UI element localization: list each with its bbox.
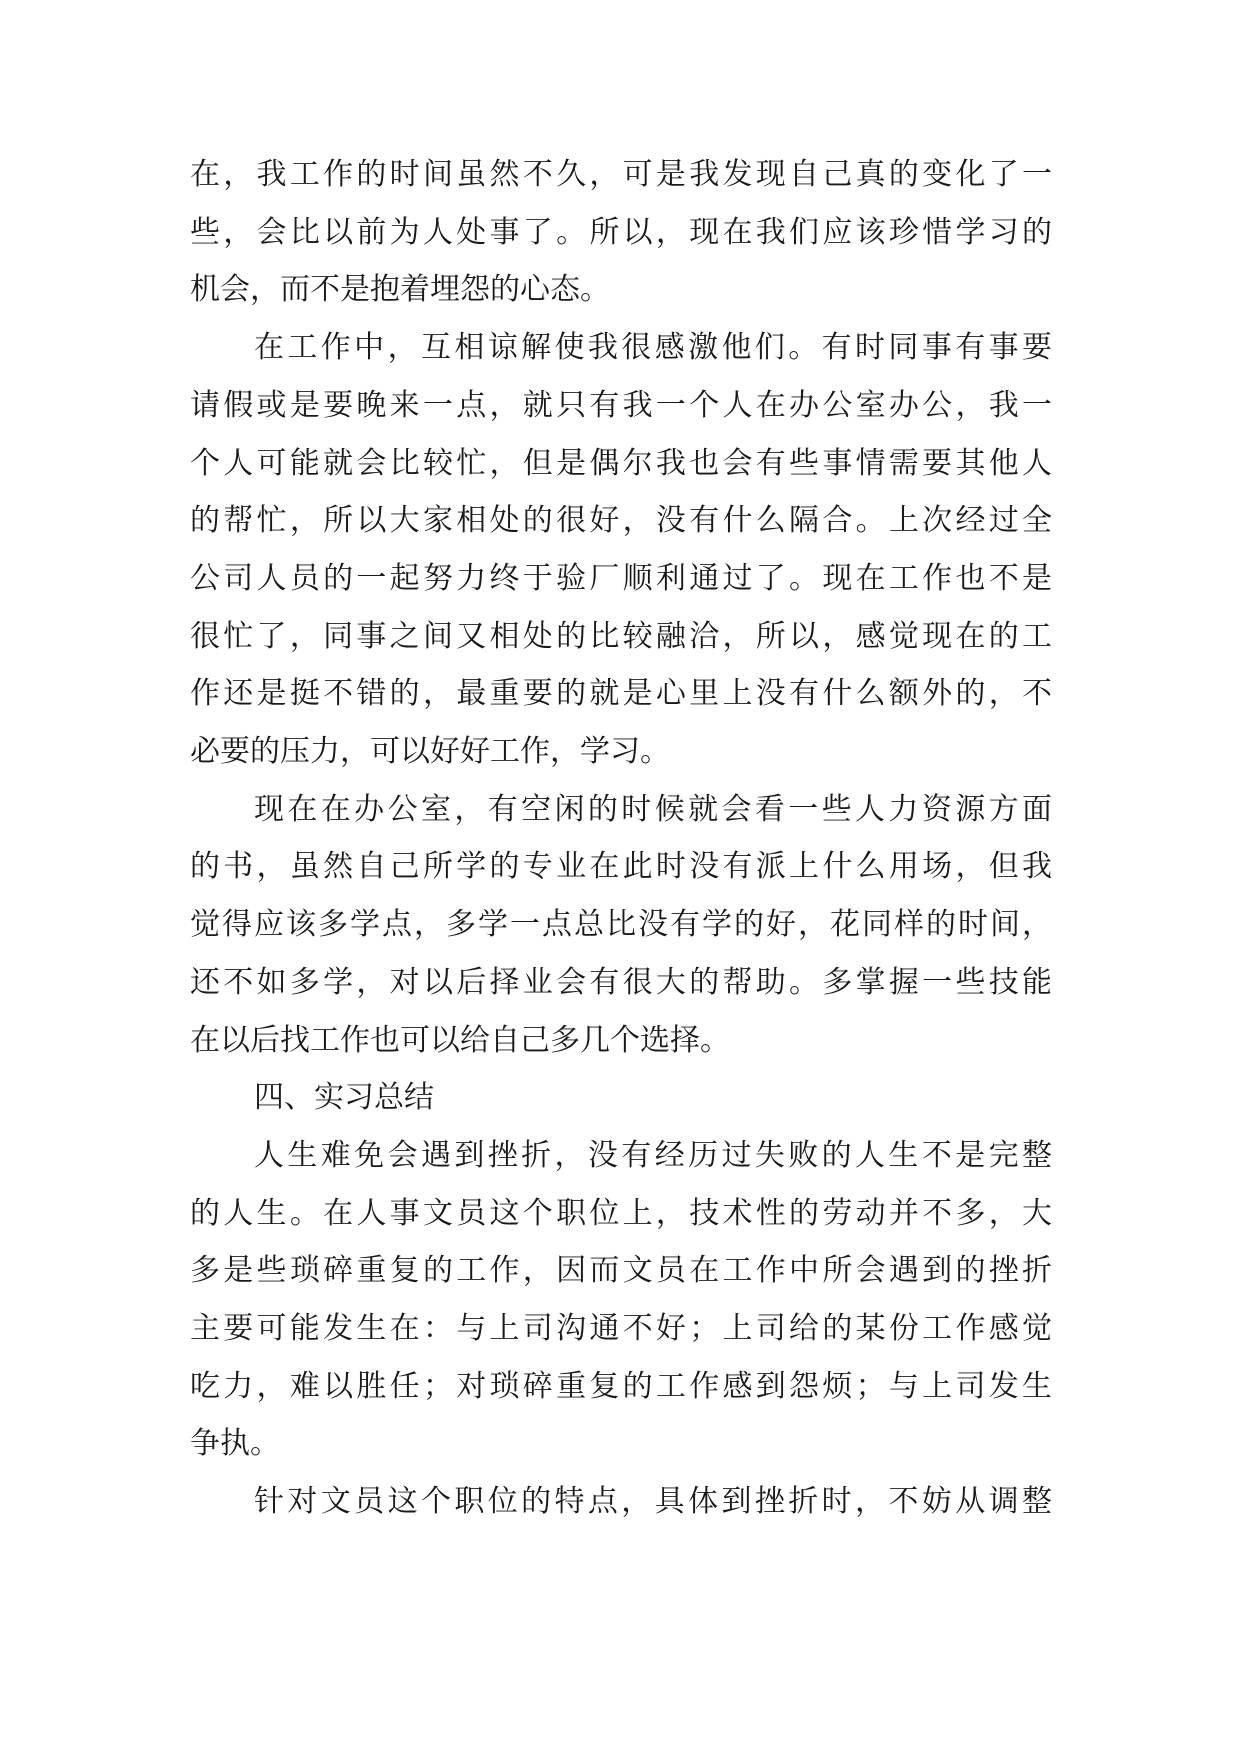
text-line: 公司人员的一起努力终于验厂顺利通过了。现在工作也不是 [190,561,1052,596]
text-line: 在，我工作的时间虽然不久，可是我发现自己真的变化了一 [190,157,1052,192]
text-line: 针对文员这个职位的特点，具体到挫折时，不妨从调整 [254,1484,1052,1519]
text-line: 很忙了，同事之间又相处的比较融洽，所以，感觉现在的工 [190,619,1052,654]
text-line: 个人可能就会比较忙，但是偶尔我也会有些事情需要其他人 [190,446,1052,481]
text-line: 觉得应该多学点，多学一点总比没有学的好，花同样的时间， [190,907,1052,942]
text-line: 多是些琐碎重复的工作，因而文员在工作中所会遇到的挫折 [190,1253,1052,1288]
text-line: 现在在办公室，有空闲的时候就会看一些人力资源方面 [254,792,1052,827]
text-line: 的帮忙，所以大家相处的很好，没有什么隔合。上次经过全 [190,503,1052,538]
text-line: 些，会比以前为人处事了。所以，现在我们应该珍惜学习的 [190,215,1052,250]
text-line: 在以后找工作也可以给自己多几个选择。 [190,1023,730,1058]
text-line: 必要的压力，可以好好工作，学习。 [190,734,670,769]
text-line: 在工作中，互相谅解使我很感激他们。有时同事有事要 [254,330,1052,365]
text-line: 还不如多学，对以后择业会有很大的帮助。多掌握一些技能 [190,965,1052,1000]
text-line: 吃力，难以胜任；对琐碎重复的工作感到怨烦；与上司发生 [190,1369,1052,1404]
text-line: 的人生。在人事文员这个职位上，技术性的劳动并不多，大 [190,1196,1052,1231]
text-line: 请假或是要晚来一点，就只有我一个人在办公室办公，我一 [190,388,1052,423]
text-line: 人生难免会遇到挫折，没有经历过失败的人生不是完整 [254,1138,1052,1173]
text-line: 机会，而不是抱着埋怨的心态。 [190,272,610,307]
text-line: 主要可能发生在：与上司沟通不好；上司给的某份工作感觉 [190,1311,1052,1346]
text-line: 争执。 [190,1426,280,1461]
text-line: 作还是挺不错的，最重要的就是心里上没有什么额外的，不 [190,676,1052,711]
text-line: 的书，虽然自己所学的专业在此时没有派上什么用场，但我 [190,849,1052,884]
section-heading: 四、实习总结 [254,1080,434,1115]
